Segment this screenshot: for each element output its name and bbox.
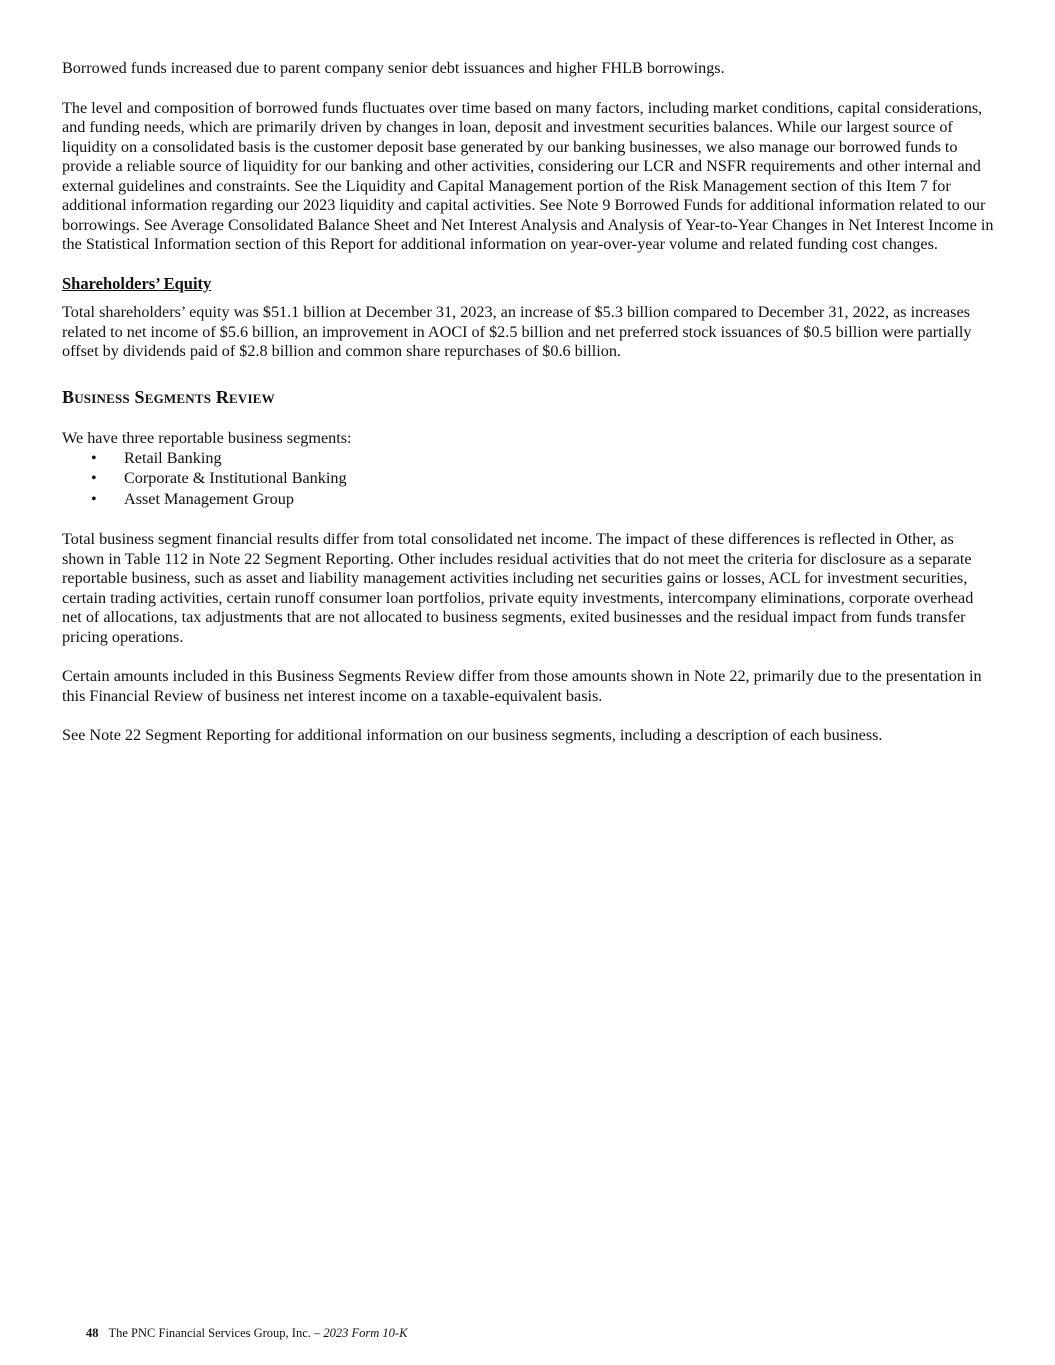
business-segments-intro: We have three reportable business segments:: [62, 429, 352, 447]
borrowed-funds-detail: The level and composition of borrowed funds fluctuates over time based on many factors, including market conditions, capital considerations, and funding needs, which are primarily driven by changes in loan, deposit and investment securities balances. While our largest source of liquidity on a consolidated basis is the customer deposit base generated by our banking businesses, we also manage our borrowed funds to provide a reliable source of liquidity for our banking and other activities, considering our LCR and NSFR requirements and other internal and external guidelines and constraints. See the Liquidity and Capital Management portion of the Risk Management section of this Item 7 for additional information regarding our 2023 liquidity and capital activities. See Note 9 Borrowed Funds for additional information related to our borrowings. See Average Consolidated Balance Sheet and Net Interest Analysis and Analysis of Year-to-Year Changes in Net Interest Income in the Statistical Information section of this Report for additional information on year-over-year volume and related funding cost changes.: [62, 98, 994, 253]
see-note-paragraph: See Note 22 Segment Reporting for additional information on our business segments, including a description of each business.: [62, 726, 883, 744]
segment-list: [62, 449, 994, 511]
shareholders-equity-body: Total shareholders’ equity was $51.1 billion at December 31, 2023, an increase of $5.3 billion compared to December 31, 2022, as increases related to net income of $5.6 billion, an improvement in AOCI of $2.5 billion and net preferred stock issuances of $0.5 billion were partially offset by dividends paid of $2.8 billion and common share repurchases of $0.6 billion.: [62, 303, 972, 360]
page-number: 48: [86, 1326, 99, 1340]
segment-label: Retail Banking: [124, 448, 222, 467]
footer-company: The PNC Financial Services Group, Inc. –: [108, 1326, 324, 1340]
bullet-icon: •: [91, 448, 97, 467]
list-item: [62, 449, 994, 470]
footer-form: 2023 Form 10-K: [323, 1326, 408, 1340]
list-item: [62, 490, 994, 511]
segment-label: Asset Management Group: [124, 489, 294, 508]
segment-amounts-paragraph: Certain amounts included in this Business Segments Review differ from those amounts shown in Note 22, primarily due to the presentation in this Financial Review of business net interest income on a taxable-equivalent basis.: [62, 667, 982, 705]
document-body: [62, 59, 994, 746]
segment-label: Corporate & Institutional Banking: [124, 469, 347, 487]
page-footer: [86, 1326, 407, 1341]
bullet-icon: •: [91, 489, 97, 508]
bullet-icon: •: [91, 469, 97, 487]
borrowed-funds-intro: Borrowed funds increased due to parent company senior debt issuances and higher FHLB borrowings.: [62, 59, 725, 77]
business-segments-heading: Business Segments Review: [62, 386, 275, 407]
shareholders-equity-heading: Shareholders’ Equity: [62, 273, 212, 293]
list-item: [62, 469, 994, 490]
segment-results-paragraph: Total business segment financial results differ from total consolidated net income. The impact of these differences is reflected in Other, as shown in Table 112 in Note 22 Segment Reporting. Other includes residual activities that do not meet the criteria for disclosure as a separate reportable business, such as asset and liability management activities including net securities gains or losses, ACL for investment securities, certain trading activities, certain runoff consumer loan portfolios, private equity investments, intercompany eliminations, corporate overhead net of allocations, tax adjustments that are not allocated to business segments, exited businesses and the residual impact from funds transfer pricing operations.: [62, 530, 974, 646]
